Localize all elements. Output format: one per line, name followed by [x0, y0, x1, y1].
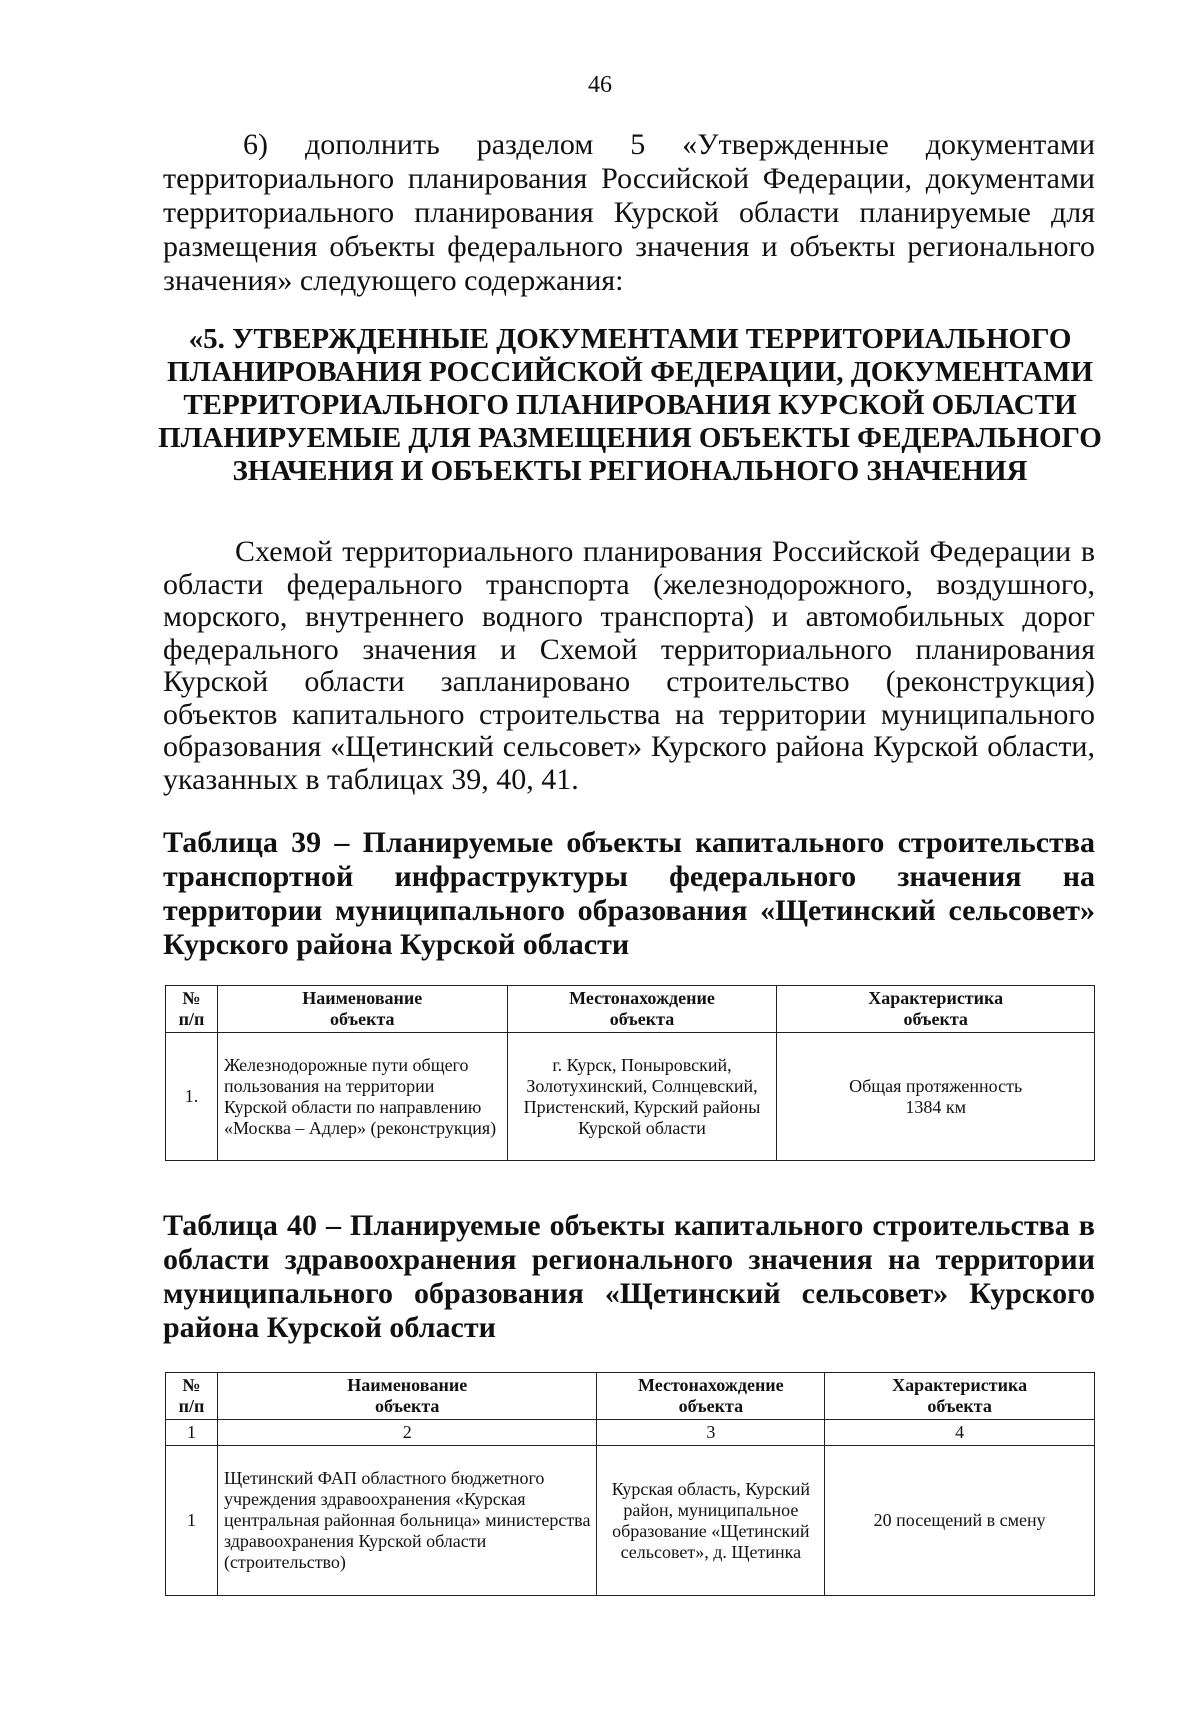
section-title: «5. УТВЕРЖДЕННЫЕ ДОКУМЕНТАМИ ТЕРРИТОРИАЛЬНОГО ПЛАНИРОВАНИЯ РОССИЙСКОЙ ФЕДЕРАЦИИ, ДОКУМЕНТАМИ ТЕРРИТОРИАЛЬНОГО ПЛАНИРОВАНИЯ КУРСКОЙ ОБЛАСТИ ПЛАНИРУЕМЫЕ ДЛЯ РАЗМЕЩЕНИЯ ОБЪЕКТЫ ФЕДЕРАЛЬНОГО ЗНАЧЕНИЯ И ОБЪЕКТЫ РЕГИОНАЛЬНОГО ЗНАЧЕНИЯ — [158, 323, 1102, 487]
table-row — [166, 1446, 1095, 1596]
body-paragraph: Схемой территориального планирования Российской Федерации в области федерального транспорта (железнодорожного, воздушного, морского, внутреннего водного транспорта) и автомобильных дорог федерального значения и Схемой территориального планирования Курской области запланировано строительство (реконструкция) объектов капитального строительства на территории муниципального образования «Щетинский сельсовет» Курского района Курской области, указанных в таблицах 39, 40, 41. — [163, 535, 1095, 796]
column-number: 2 — [217, 1420, 596, 1446]
header-name-line-1: Наименование — [347, 1375, 468, 1395]
header-location-line-1: Местонахождение — [569, 988, 715, 1008]
header-name-line-2: объекта — [330, 1009, 395, 1029]
cell-num: 1. — [166, 1033, 218, 1161]
cell-characteristic: 20 посещений в смену — [825, 1446, 1095, 1596]
header-name — [217, 1373, 596, 1420]
header-characteristic-line-1: Характеристика — [892, 1375, 1028, 1395]
column-number: 4 — [825, 1420, 1095, 1446]
header-location — [597, 1373, 825, 1420]
cell-num: 1 — [166, 1446, 218, 1596]
header-location-line-2: объекта — [678, 1396, 744, 1416]
cell-location: Курская область, Курский район, муниципальное образование «Щетинский сельсовет», д. Щетинка — [597, 1446, 825, 1596]
header-num-line-1: № — [182, 988, 201, 1008]
table-row — [166, 1033, 1095, 1161]
table-header-row — [166, 1373, 1095, 1420]
header-name — [217, 986, 507, 1033]
header-location — [507, 986, 777, 1033]
header-location-line-1: Местонахождение — [638, 1375, 784, 1395]
intro-paragraph: 6) дополнить разделом 5 «Утвержденные документами территориального планирования Российской Федерации, документами территориального планирования Курской области планируемые для размещения объекты федерального значения и объекты регионального значения» следующего содержания: — [163, 128, 1095, 297]
cell-characteristic-line-1: Общая протяженность — [849, 1075, 1023, 1096]
cell-location: г. Курск, Поныровский, Золотухинский, Солнцевский, Пристенский, Курский районы Курской области — [507, 1033, 777, 1161]
table-39-caption: Таблица 39 – Планируемые объекты капитального строительства транспортной инфраструктуры федерального значения на территории муниципального образования «Щетинский сельсовет» Курского района Курской области — [163, 826, 1095, 961]
column-number: 3 — [597, 1420, 825, 1446]
header-num-line-2: п/п — [178, 1396, 205, 1416]
header-characteristic-line-2: объекта — [927, 1396, 992, 1416]
cell-characteristic-line-2: 1384 км — [905, 1096, 966, 1117]
header-num-line-2: п/п — [178, 1009, 205, 1029]
column-number: 1 — [166, 1420, 218, 1446]
header-location-line-2: объекта — [609, 1009, 675, 1029]
header-num — [166, 986, 218, 1033]
cell-characteristic — [777, 1033, 1095, 1161]
header-num — [166, 1373, 218, 1420]
header-characteristic-line-2: объекта — [903, 1009, 968, 1029]
table-40 — [165, 1372, 1095, 1596]
header-characteristic — [825, 1373, 1095, 1420]
page-number: 46 — [588, 72, 612, 98]
header-name-line-2: объекта — [374, 1396, 440, 1416]
cell-name: Железнодорожные пути общего пользования на территории Курской области по направлению «Москва – Адлер» (реконструкция) — [217, 1033, 507, 1161]
cell-name: Щетинский ФАП областного бюджетного учреждения здравоохранения «Курская центральная районная больница» министерства здравоохранения Курской области (строительство) — [217, 1446, 596, 1596]
table-40-caption: Таблица 40 – Планируемые объекты капитального строительства в области здравоохранения регионального значения на территории муниципального образования «Щетинский сельсовет» Курского района Курской области — [163, 1209, 1095, 1344]
column-number-row — [166, 1420, 1095, 1446]
header-num-line-1: № — [182, 1375, 201, 1395]
header-characteristic-line-1: Характеристика — [868, 988, 1004, 1008]
header-characteristic — [777, 986, 1095, 1033]
table-39 — [165, 985, 1095, 1161]
header-name-line-1: Наименование — [302, 988, 423, 1008]
table-header-row — [166, 986, 1095, 1033]
